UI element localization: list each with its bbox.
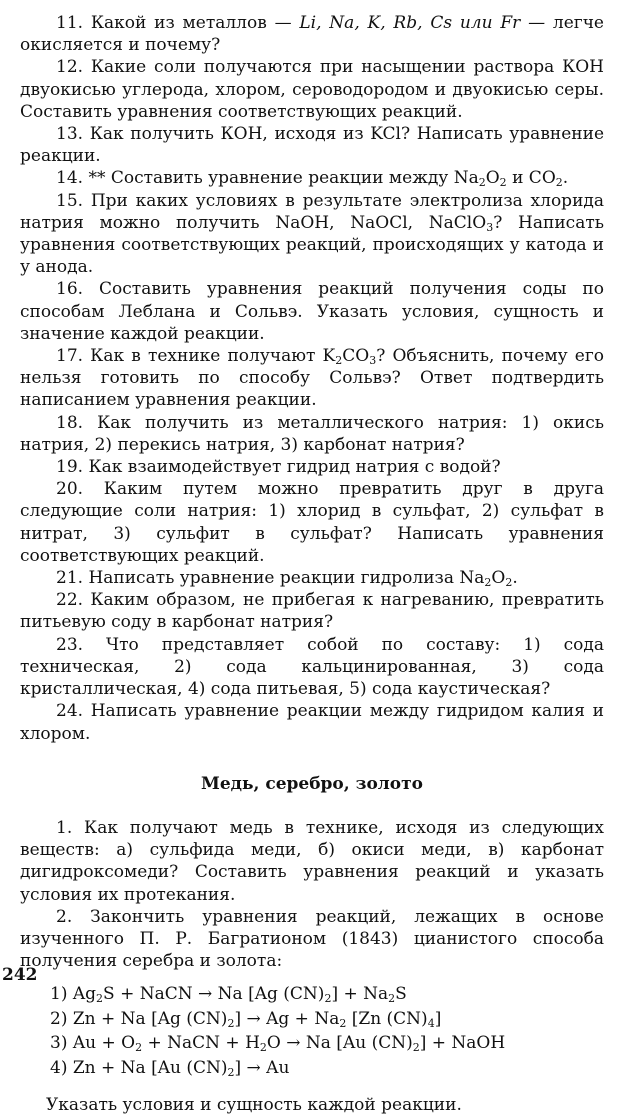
question-24: 24. Написать уравнение реакции между гидридом калия и хлором.: [20, 701, 604, 744]
conclusion-instruction: Указать условия и сущность каждой реакции.: [46, 1095, 462, 1116]
question-22: 22. Каким образом, не прибегая к нагреванию, превратить питьевую соду в карбонат натрия?: [20, 590, 604, 633]
question-14: 14. ** Составить уравнение реакции между $Na_2O_2$ и $CO_2$.: [56, 168, 569, 190]
question-19: 19. Как взаимодействует гидрид натрия с водой?: [56, 457, 501, 478]
equation-3: 3) $Au + O_2$ + NaCN + $H_2O \to Na$ [Au $(CN)_2$] + NaOH: [50, 1033, 506, 1055]
question-16: 16. Составить уравнения реакций получения соды по способам Леблана и Сольвэ. Указать условия, сущность и значение каждой реакции.: [20, 279, 604, 344]
equation-list: [50, 982, 604, 1080]
equation-4: 4) Zn + Na [Au $(CN)_2] \to Au$: [50, 1057, 290, 1079]
section-heading: Медь, серебро, золото: [201, 773, 423, 794]
questions-section-2: [20, 817, 604, 1117]
question-12: 12. Какие соли получаются при насыщении раствора КОН двуокисью углерода, хлором, сероводородом и двуокисью серы. Составить уравнения соответствующих реакций.: [20, 57, 604, 122]
question-18: 18. Как получить из металлического натрия: 1) окись натрия, 2) перекись натрия, 3) карбонат натрия?: [20, 412, 604, 455]
question-17: 17. Как в технике получают $K_2CO_3$? Объяснить, почему его нельзя готовить по способу Сольвэ? Ответ подтвердить написанием уравнения реакции.: [20, 346, 604, 411]
question-11: 11. Какой из металлов — Li, Na, K, Rb, Cs или Fr — легче окисляется и почему?: [20, 13, 604, 56]
copy-question-2: 2. Закончить уравнения реакций, лежащих в основе изученного П. Р. Багратионом (1843) цианистого способа получения серебра и золота:: [20, 906, 604, 972]
question-20: 20. Каким путем можно превратить друг в друга следующие соли натрия: 1) хлорид в сульфат, 2) сульфат в нитрат, 3) сульфит в сульфат? Написать уравнения соответствующих реакций.: [20, 479, 604, 566]
equation-1: 1) $Ag_2S$ + NaCN → Na [Ag $(CN)_2] + Na_2S$: [50, 984, 407, 1006]
copy-question-1: 1. Как получают медь в технике, исходя из следующих веществ: а) сульфида меди, б) окиси меди, в) карбонат дигидроксомеди? Составить уравнения реакций и указать условия их протекания.: [20, 817, 604, 905]
question-15: 15. При каких условиях в результате электролиза хлорида натрия можно получить NaOH, NaOCl, NaClO$_3$? Написать уравнения соответствующих реакций, происходящих у катода и у анода.: [20, 190, 604, 278]
question-21: 21. Написать уравнение реакции гидролиза $Na_2O_2$.: [56, 568, 518, 590]
equation-2: 2) Zn + Na [Ag $(CN)_2] \to Ag + Na_2$ [Zn $(CN)_4$]: [50, 1008, 442, 1030]
question-13: 13. Как получить КОН, исходя из KCl? Написать уравнение реакции.: [20, 124, 604, 167]
question-23: 23. Что представляет собой по составу: 1) сода техническая, 2) сода кальцинированная, 3) сода кристаллическая, 4) сода питьевая, 5) сода каустическая?: [20, 634, 604, 700]
page-number: 242: [2, 965, 38, 985]
questions-section-1: [20, 12, 604, 745]
